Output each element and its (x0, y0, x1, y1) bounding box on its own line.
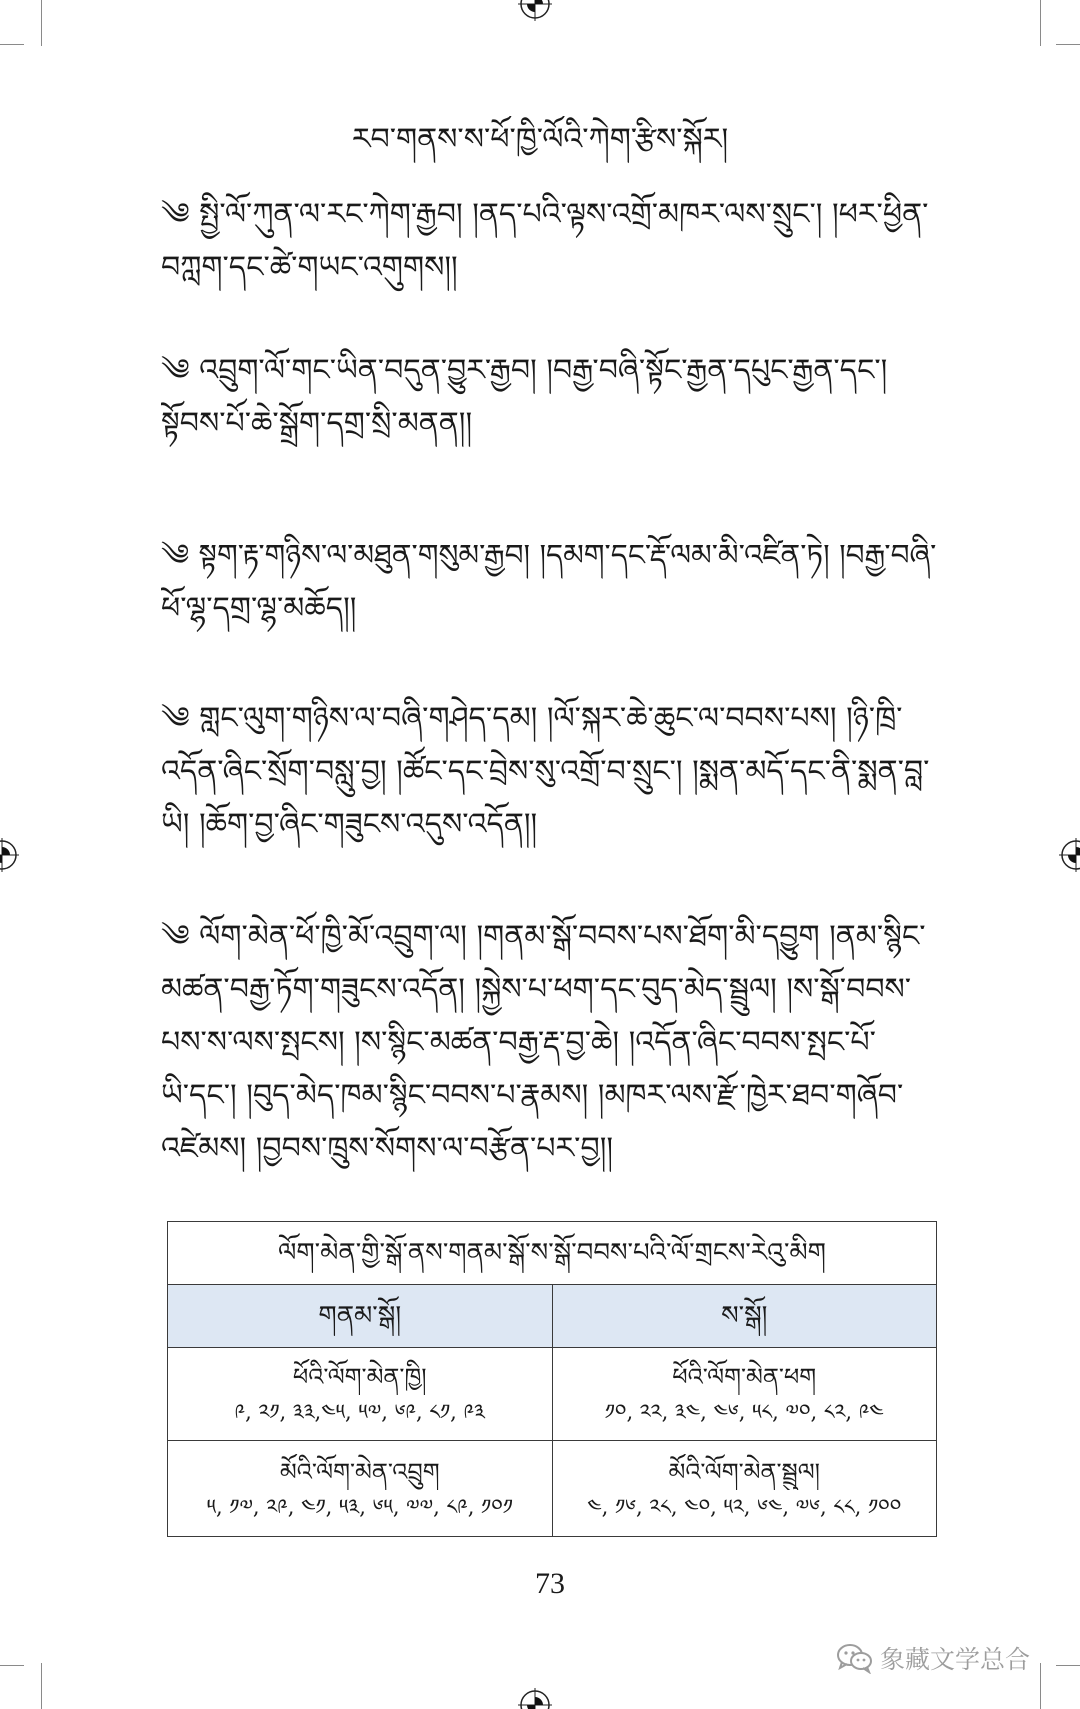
page-title: རབ་གནས་ས་ཕོ་ཁྱི་ལོའི་ཀེག་རྩིས་སྐོར། (351, 122, 729, 157)
page-number: 73 (535, 1567, 565, 1600)
table-row (168, 1441, 937, 1537)
table-title-row (168, 1222, 937, 1285)
text-line: ཡི། །ཆོག་བྱ་ཞིང་གཟུངས་འདུས་འདོན།། (161, 807, 538, 842)
table-header-row (168, 1285, 937, 1348)
table-title: ལོག་མེན་གྱི་སྒོ་ནས་གནམ་སྒོ་ས་སྒོ་བབས་པའི་ལོ་གྲངས་རེའུ་མིག (277, 1238, 826, 1268)
paragraph-3 (161, 529, 937, 635)
text-line: ༄ སྤྱི་ལོ་ཀུན་ལ་རང་ཀེག་རྒྱབ། །ནད་པའི་ལྟས་འགྲོ་མཁར་ལས་སྲུང་། །ཕར་ཕྱིན་ (161, 197, 929, 232)
cell-label: ཕོའི་ལོག་མེན་ཁྱི། (292, 1363, 427, 1391)
crop-mark-top-left-vertical (41, 0, 42, 46)
crop-mark-top-right-horizontal (1056, 44, 1080, 45)
paragraph-2 (161, 344, 937, 450)
crop-mark-bottom-left-vertical (41, 1663, 42, 1709)
cell-label: མོའི་ལོག་མེན་འབྲུག (279, 1457, 440, 1486)
crop-mark-bottom-right-horizontal (1056, 1665, 1080, 1666)
cell-years: ༩, ༢༡, ༣༣,༤༥, ༥༧, ༦༩, ༨༡, ༩༣ (234, 1400, 485, 1424)
wechat-icon (836, 1642, 874, 1674)
cell-label: མོའི་ལོག་མེན་སྦྲུལ། (668, 1457, 821, 1486)
table-title-cell (168, 1222, 937, 1285)
cell-years: ༥, ༡༧, ༢༩, ༤༡, ༥༣, ༦༥, ༧༧, ༨༩, ༡༠༡ (206, 1494, 513, 1519)
registration-mark-right-icon (1059, 838, 1080, 872)
text-line: ཕོ་ལྷ་དགྲ་ལྷ་མཆོད།། (161, 591, 357, 626)
year-table (167, 1221, 937, 1537)
column-header-label: གནམ་སྒོ། (318, 1301, 402, 1331)
column-header-label: ས་སྒོ། (721, 1301, 768, 1331)
text-line: ༄ འབྲུག་ལོ་གང་ཡིན་བདུན་བྱུར་རྒྱབ། །བརྒྱ་བཞི་སྟོང་རྒྱན་དཔུང་རྒྱན་དང་། (161, 353, 888, 388)
cell-years: ༤, ༡༦, ༢༨, ༤༠, ༥༢, ༦༤, ༧༦, ༨༨, ༡༠༠ (587, 1494, 902, 1519)
text-line: ཡི་དང་། །བུད་མེད་ཁམ་སྙིང་བབས་པ་རྣམས། །མཁར་ལས་རྫོ་ཁྱེར་ཐབ་གཞོབ་ (161, 1078, 904, 1113)
registration-mark-bottom-icon (518, 1688, 552, 1709)
paragraph-1 (161, 188, 937, 294)
column-header-heaven-door (168, 1285, 553, 1348)
text-line: བཀླག་དང་ཚེ་གཡང་འགུགས།། (161, 250, 458, 285)
text-line: པས་ས་ལས་སྤངས། །ས་སྙིང་མཚན་བརྒྱ་རྡ་བྱ་ཆེ། །འདོན་ཞིང་བབས་སྤང་པོ་ (161, 1025, 876, 1060)
text-line: ༄ སྟག་རྟ་གཉིས་ལ་མཐུན་གསུམ་རྒྱབ། །དམག་དང་རྡོ་ལམ་མི་འཛིན་ཏེ། །བརྒྱ་བཞི་ (161, 538, 937, 572)
text-line: འདོན་ཞིང་སྲོག་བསླུ་བྱ། །ཚོང་དང་བྲེས་སུ་འགྲོ་བ་སྲུང་། །སྨན་མདོ་དང་ནི་སྨན་བླ་ (161, 754, 930, 789)
text-line: སྟོབས་པོ་ཆེ་སྒྲོག་དགྲ་སྲི་མནན།། (161, 406, 473, 441)
crop-mark-top-left-horizontal (0, 44, 24, 45)
table-cell (552, 1348, 937, 1441)
table-row (168, 1348, 937, 1441)
table-cell (552, 1441, 937, 1537)
column-header-earth-door (552, 1285, 937, 1348)
registration-mark-left-icon (0, 838, 19, 872)
text-line: མཚན་བརྒྱ་ཏོག་གཟུངས་འདོན། །སྐྱེས་པ་ཕག་དང་བུད་མེད་སྦྲུལ། །ས་སྒོ་བབས་ (161, 972, 912, 1007)
paragraph-4 (161, 692, 937, 851)
watermark (836, 1638, 1046, 1678)
crop-mark-top-right-vertical (1040, 0, 1041, 46)
watermark-text: 象藏文学总合 (880, 1645, 1031, 1674)
crop-mark-bottom-left-horizontal (0, 1665, 24, 1666)
paragraph-5 (161, 910, 937, 1175)
cell-years: ༡༠, ༢༢, ༣༤, ༤༦, ༥༨, ༧༠, ༨༢, ༩༤ (604, 1400, 884, 1424)
year-table-container (167, 1221, 937, 1537)
cell-label: ཕོའི་ལོག་མེན་ཕག (672, 1363, 817, 1391)
registration-mark-top-icon (518, 0, 552, 21)
table-cell (168, 1441, 553, 1537)
text-line: ༄ གླང་ལུག་གཉིས་ལ་བཞི་གཤེད་དམ། །ལོ་སྐར་ཆེ་ཆུང་ལ་བབས་པས། །ཉི་ཁྲི་ (161, 701, 903, 736)
text-line: འཛེམས། །བྱབས་ཁྲུས་སོགས་ལ་བརྩོན་པར་བྱ།། (161, 1131, 614, 1166)
text-line: ༄ ལོག་མེན་ཕོ་ཁྱི་མོ་འབྲུག་ལ། །གནམ་སྒོ་བབས་པས་ཐོག་མི་དབྱུག །ནམ་སྙིང་ (161, 919, 926, 954)
table-cell (168, 1348, 553, 1441)
